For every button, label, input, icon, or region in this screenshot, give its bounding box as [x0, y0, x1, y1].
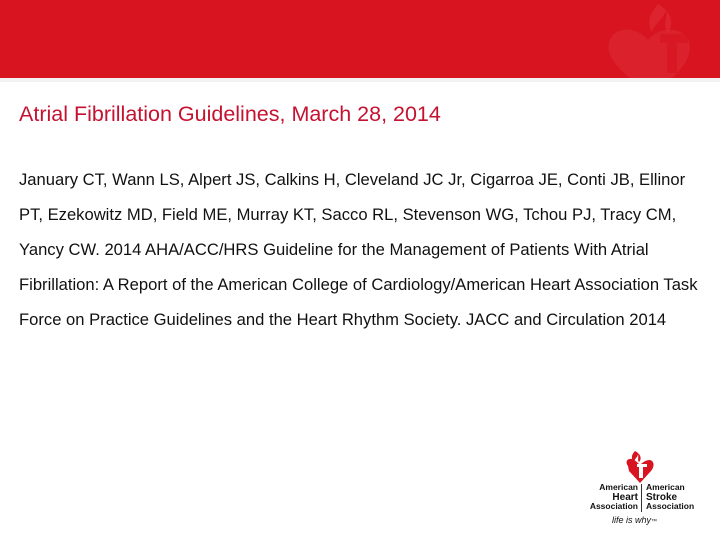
aha-line1: American — [599, 482, 638, 492]
heart-torch-watermark-icon — [590, 0, 720, 78]
logo-org-names — [580, 483, 705, 513]
asa-wordmark — [646, 483, 694, 512]
aha-line2: Heart — [612, 491, 638, 503]
tagline-tm: ™ — [651, 519, 658, 525]
citation-text: January CT, Wann LS, Alpert JS, Calkins H, Cleveland JC Jr, Cigarroa JE, Conti JB, Ellinor PT, Ezekowitz MD, Field ME, Murray KT, Sacco RL, Stevenson WG, Tchou PJ, Tracy CM, Yancy CW. 2014 AHA/ACC/HRS Guideline for the Management of Patients With Atrial Fibrillation: A Report of the American College of Cardiology/American Heart Association Task Force on Practice Guidelines and the Heart Rhythm Society. JACC and Circulation 2014 — [19, 170, 698, 329]
asa-line1: American — [646, 482, 685, 492]
asa-line3: Association — [646, 501, 695, 511]
heart-torch-logo-icon — [623, 450, 657, 484]
banner-divider — [0, 78, 720, 82]
top-banner — [0, 0, 720, 78]
logo-tagline — [612, 515, 657, 525]
aha-wordmark — [590, 483, 638, 512]
aha-line3: Association — [589, 501, 638, 511]
tagline-main: life is why — [612, 515, 652, 525]
asa-line2: Stroke — [646, 491, 678, 503]
aha-asa-logo — [580, 450, 705, 530]
logo-separator — [641, 484, 642, 512]
slide-title: Atrial Fibrillation Guidelines, March 28, 2014 — [19, 102, 441, 126]
